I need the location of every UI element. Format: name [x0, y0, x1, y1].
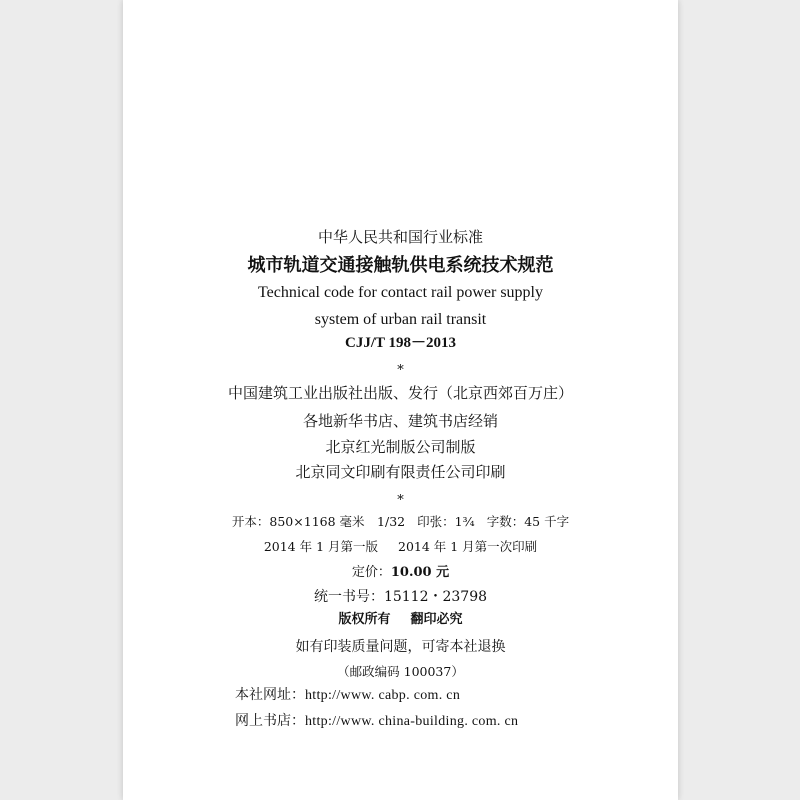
- separator-asterisk: *: [397, 363, 404, 378]
- book-number-value: 15112・23798: [383, 589, 488, 605]
- standard-code: CJJ/T 198－2013: [345, 335, 456, 351]
- publisher-website-label: 本社网址：: [235, 687, 305, 703]
- sheets-label: 印张：: [417, 514, 455, 529]
- copyright-line: [123, 613, 678, 626]
- distributor-line: 各地新华书店、建筑书店经销: [302, 412, 498, 430]
- printing-date: 2014 年 1 月第一次印刷: [398, 539, 538, 554]
- book-number-label: 统一书号：: [313, 589, 384, 605]
- document-page: [123, 0, 678, 800]
- returns-notice: 如有印装质量问题，可寄本社退换: [295, 639, 506, 655]
- title-english-line2: system of urban rail transit: [314, 311, 487, 328]
- online-bookstore-label: 网上书店：: [235, 713, 305, 729]
- edition-line: [123, 541, 678, 554]
- title-english-line1: Technical code for contact rail power supply: [258, 284, 543, 301]
- publisher-line: 中国建筑工业出版社出版、发行（北京西郊百万庄）: [227, 384, 573, 402]
- rights-reserved: 版权所有: [338, 612, 391, 627]
- format-label: 开本：: [231, 514, 270, 529]
- standard-type: 中华人民共和国行业标准: [317, 228, 483, 246]
- separator-asterisk-2: *: [397, 493, 404, 508]
- format-value: 850×1168 毫米 1/32: [269, 514, 406, 529]
- title-chinese: 城市轨道交通接触轨供电系统技术规范: [247, 255, 554, 276]
- price-label: 定价：: [351, 565, 391, 580]
- online-bookstore-row: [235, 714, 518, 729]
- price-line: [123, 566, 678, 579]
- sheets-value: 1¾: [454, 514, 475, 529]
- edition-date: 2014 年 1 月第一版: [263, 539, 378, 554]
- reproduction-prohibited: 翻印必究: [410, 612, 463, 627]
- postcode: （邮政编码 100037）: [337, 664, 464, 679]
- plate-maker-line: 北京红光制版公司制版: [325, 438, 476, 456]
- publisher-website-url: http://www. cabp. com. cn: [305, 688, 461, 703]
- words-value: 45 千字: [524, 514, 570, 529]
- words-label: 字数：: [486, 514, 525, 529]
- publisher-website-row: [235, 688, 460, 703]
- price-value: 10.00 元: [390, 565, 450, 580]
- book-specs: [123, 516, 678, 529]
- printer-line: 北京同文印刷有限责任公司印刷: [295, 463, 506, 481]
- book-number-line: [123, 590, 678, 604]
- online-bookstore-url: http://www. china-building. com. cn: [305, 714, 519, 729]
